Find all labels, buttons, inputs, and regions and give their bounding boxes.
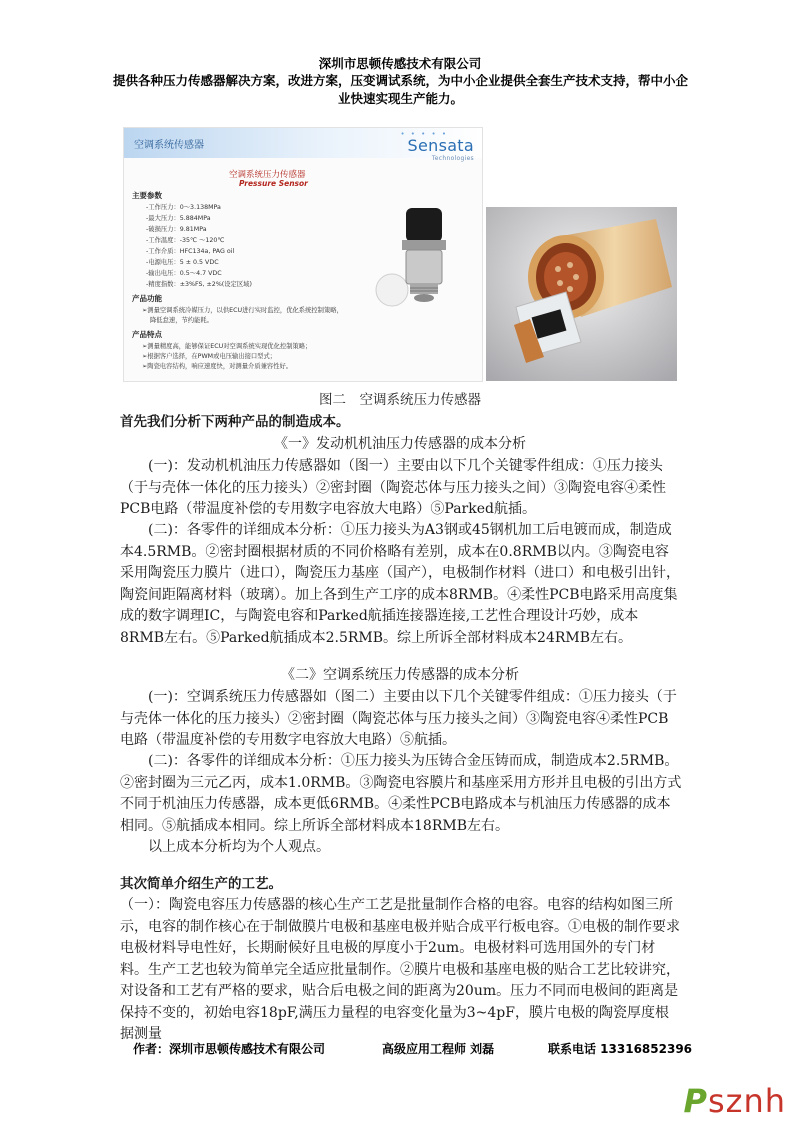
param-line: -工作介质：HFC134a, PAG oil — [146, 248, 235, 255]
function-line: ➢测量空调系统冷媒压力，以供ECU进行实时监控，优化系统控制策略， — [142, 307, 343, 314]
logo-text: Sensata — [407, 136, 474, 155]
footer-author: 作者：深圳市思顿传感技术有限公司 — [133, 1042, 326, 1056]
section1-paragraph1: (一)：发动机机油压力传感器如（图一）主要由以下几个关键零件组成：①压力接头（于与壳体一体化的压力接头）②密封圈（陶瓷芯体与压力接头之间）③陶瓷电容④柔性PCB电路（带温度补偿的专用数字电容放大电路）⑤Parked航插。 — [120, 458, 666, 517]
section1-title: 《一》发动机机油压力传感器的成本分析 — [274, 436, 526, 452]
params-heading: 主要参数 — [132, 191, 162, 200]
param-line: -输出电压：0.5～4.7 VDC — [146, 270, 222, 277]
logo-dots: • • • • • — [400, 130, 448, 138]
param-line: -电源电压：5 ± 0.5 VDC — [146, 259, 219, 266]
param-line: -最大压力：5.884MPa — [146, 215, 211, 222]
ceramic-sensor-photo — [486, 207, 677, 381]
feature-line: ➢根据客户选择，在PWM或电压输出接口型式； — [142, 353, 277, 360]
sensor-product-image — [362, 190, 462, 310]
section2-paragraph1: (一)：空调系统压力传感器如（图二）主要由以下几个关键零件组成：①压力接头（于与壳体一体化的压力接头）②密封圈（陶瓷芯体与压力接头之间）③陶瓷电容④柔性PCB电路（带温度补偿的专用数字电容放大电路）⑤航插。 — [120, 689, 677, 748]
param-line: -精度指数：±3%FS, ±2%(设定区域) — [146, 281, 252, 288]
spec-sheet-band-title: 空调系统传感器 — [134, 140, 204, 151]
watermark-sznh: sznh — [707, 1082, 786, 1120]
section1-paragraph2: (二)：各零件的详细成本分析：①压力接头为A3钢或45钢机加工后电镀而成，制造成本4.5RMB。②密封圈根据材质的不同价格略有差别，成本在0.8RMB以内。③陶瓷电容采用陶瓷压力膜片（进口），陶瓷压力基座（国产），电极制作材料（进口）和电极引出针，陶瓷间距隔离材料（玻璃）。加上各到生产工序的成本8RMB。④柔性PCB电路采用高度集成的数字调理IC，与陶瓷电容和Parked航插连接器连接,工艺性合理设计巧妙，成本8RMB左右。⑤Parked航插成本2.5RMB。综上所诉全部材料成本24RMB左右。 — [120, 522, 680, 646]
function-heading: 产品功能 — [132, 294, 162, 303]
company-tagline: 提供各种压力传感器解决方案，改进方案，压变调试系统，为中小企业提供全套生产技术支持，帮中小企业快速实现生产能力。 — [112, 73, 688, 106]
psznh-watermark — [684, 1082, 786, 1120]
sensata-logo — [407, 136, 474, 162]
figure-caption: 图二 空调系统压力传感器 — [319, 392, 481, 408]
param-line: -工作温度：-35℃ ～120℃ — [146, 237, 225, 244]
features-heading: 产品特点 — [132, 330, 162, 339]
company-name: 深圳市思顿传感技术有限公司 — [318, 56, 482, 71]
spec-sheet-image — [123, 127, 483, 382]
footer-role: 高级应用工程师 刘磊 — [382, 1042, 495, 1056]
function-line: 降低怠速，节约能耗。 — [150, 317, 213, 324]
feature-line: ➢陶瓷电容结构，响应速度快，对测量介质兼容性好。 — [142, 363, 293, 370]
spec-title-en: Pressure Sensor — [239, 179, 308, 188]
feature-line: ➢测量精度高，能够保证ECU对空调系统实现优化控制策略； — [142, 343, 312, 350]
process-paragraph1: （一）：陶瓷电容压力传感器的核心生产工艺是批量制作合格的电容。电容的结构如图三所示，电容的制作核心在于制做膜片电极和基座电极并贴合成平行板电容。①电极的制作要求电极材料导电性好，长期耐候好且电极的厚度小于2um。电极材料可选用国外的专门材料。生产工艺也较为简单完全适应批量制作。②膜片电极和基座电极的贴合工艺比较讲究，对设备和工艺有严格的要求，贴合后电极之间的距离为20um。压力不同而电极间的距离是保持不变的，初始电容18pF,满压力量程的电容变化量为3~4pF，膜片电极的陶瓷厚度根据测量 — [120, 897, 680, 1042]
watermark-p: P — [683, 1082, 708, 1120]
section2-note: 以上成本分析均为个人观点。 — [148, 839, 330, 855]
section2-paragraph2: (二)：各零件的详细成本分析：①压力接头为压铸合金压铸而成，制造成本2.5RMB。②密封圈为三元乙丙，成本1.0RMB。③陶瓷电容膜片和基座采用方形并且电极的引出方式不同于机油压力传感器，成本更低6RMB。④柔性PCB电路成本与机油压力传感器的成本相同。⑤航插成本相同。综上所诉全部材料成本18RMB左右。 — [120, 753, 682, 834]
param-line: -破损压力：9.81MPa — [146, 226, 207, 233]
spec-title-cn: 空调系统压力传感器 — [229, 170, 306, 180]
intro-heading: 首先我们分析下两种产品的制造成本。 — [120, 414, 350, 430]
logo-subtext: Technologies — [431, 155, 474, 162]
section2-title: 《二》空调系统压力传感器的成本分析 — [281, 667, 519, 683]
process-heading: 其次简单介绍生产的工艺。 — [120, 876, 282, 892]
param-line: -工作压力：0～3.138MPa — [146, 204, 221, 211]
footer-phone: 联系电话 13316852396 — [548, 1042, 693, 1056]
